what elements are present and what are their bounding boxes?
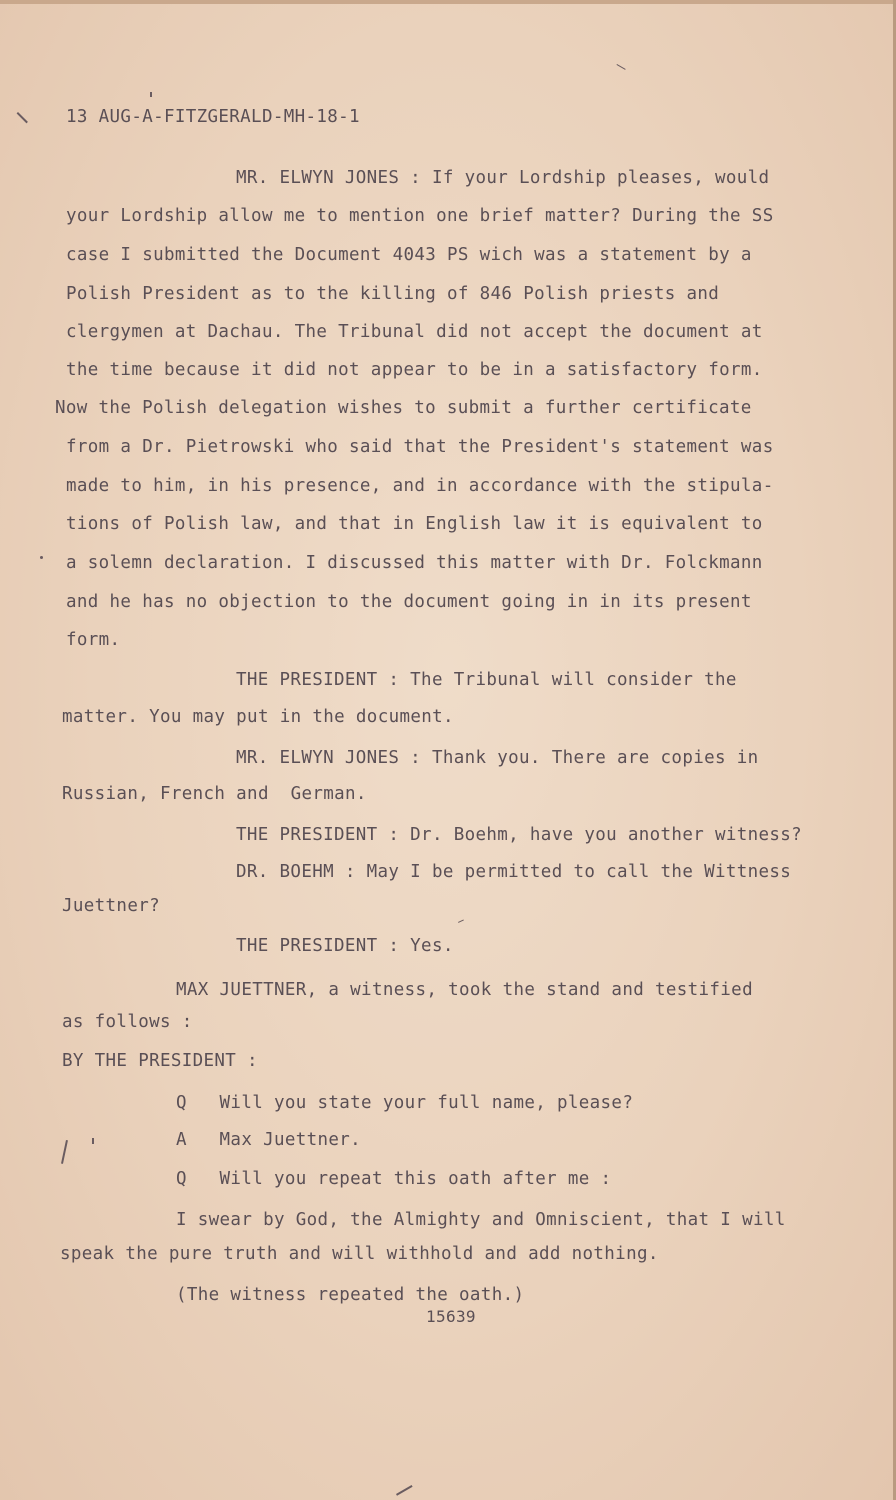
text-line: THE PRESIDENT : The Tribunal will consider the — [236, 670, 737, 690]
text-line: Polish President as to the killing of 846 Polish priests and — [66, 284, 720, 304]
pencil-mark — [17, 112, 28, 123]
text-line: from a Dr. Pietrowski who said that the President's statement was — [66, 437, 774, 457]
text-line: matter. You may put in the document. — [62, 707, 454, 727]
text-line: the time because it did not appear to be in a satisfactory form. — [66, 360, 763, 380]
text-line: tions of Polish law, and that in English law it is equivalent to — [66, 514, 763, 534]
text-line: Russian, French and German. — [62, 784, 367, 804]
text-line: as follows : — [62, 1012, 193, 1032]
text-line: THE PRESIDENT : Dr. Boehm, have you another witness? — [236, 825, 803, 845]
document-reference: 13 AUG-A-FITZGERALD-MH-18-1 — [66, 107, 360, 127]
text-line: form. — [66, 630, 121, 650]
pencil-mark — [150, 92, 152, 97]
text-line: BY THE PRESIDENT : — [62, 1051, 258, 1071]
page-edge-top — [0, 0, 896, 4]
pencil-mark — [396, 1485, 412, 1495]
text-line: clergymen at Dachau. The Tribunal did not accept the document at — [66, 322, 763, 342]
text-line: Now the Polish delegation wishes to submit a further certificate — [55, 398, 752, 418]
text-line: made to him, in his presence, and in accordance with the stipula- — [66, 476, 774, 496]
text-line: DR. BOEHM : May I be permitted to call the Wittness — [236, 862, 792, 882]
text-line: MR. ELWYN JONES : If your Lordship pleases, would — [236, 168, 770, 188]
page-number: 15639 — [426, 1307, 476, 1326]
pencil-mark — [92, 1138, 94, 1144]
text-line: case I submitted the Document 4043 PS wich was a statement by a — [66, 245, 752, 265]
text-line: and he has no objection to the document going in in its present — [66, 592, 752, 612]
pencil-mark — [617, 64, 626, 70]
text-line: MR. ELWYN JONES : Thank you. There are copies in — [236, 748, 759, 768]
pencil-mark — [61, 1140, 67, 1164]
text-line: Juettner? — [62, 896, 160, 916]
text-line: MAX JUETTNER, a witness, took the stand and testified — [176, 980, 753, 1000]
text-line: A Max Juettner. — [176, 1130, 362, 1150]
text-line: THE PRESIDENT : Yes. — [236, 936, 454, 956]
text-line: a solemn declaration. I discussed this matter with Dr. Folckmann — [66, 553, 763, 573]
text-line: Q Will you repeat this oath after me : — [176, 1169, 612, 1189]
text-line: (The witness repeated the oath.) — [176, 1285, 525, 1305]
text-line: your Lordship allow me to mention one brief matter? During the SS — [66, 206, 774, 226]
text-line: Q Will you state your full name, please? — [176, 1093, 634, 1113]
pencil-mark — [458, 919, 464, 922]
text-line: speak the pure truth and will withhold and add nothing. — [60, 1244, 659, 1264]
ink-speck — [40, 556, 43, 559]
text-line: I swear by God, the Almighty and Omniscient, that I will — [176, 1210, 786, 1230]
